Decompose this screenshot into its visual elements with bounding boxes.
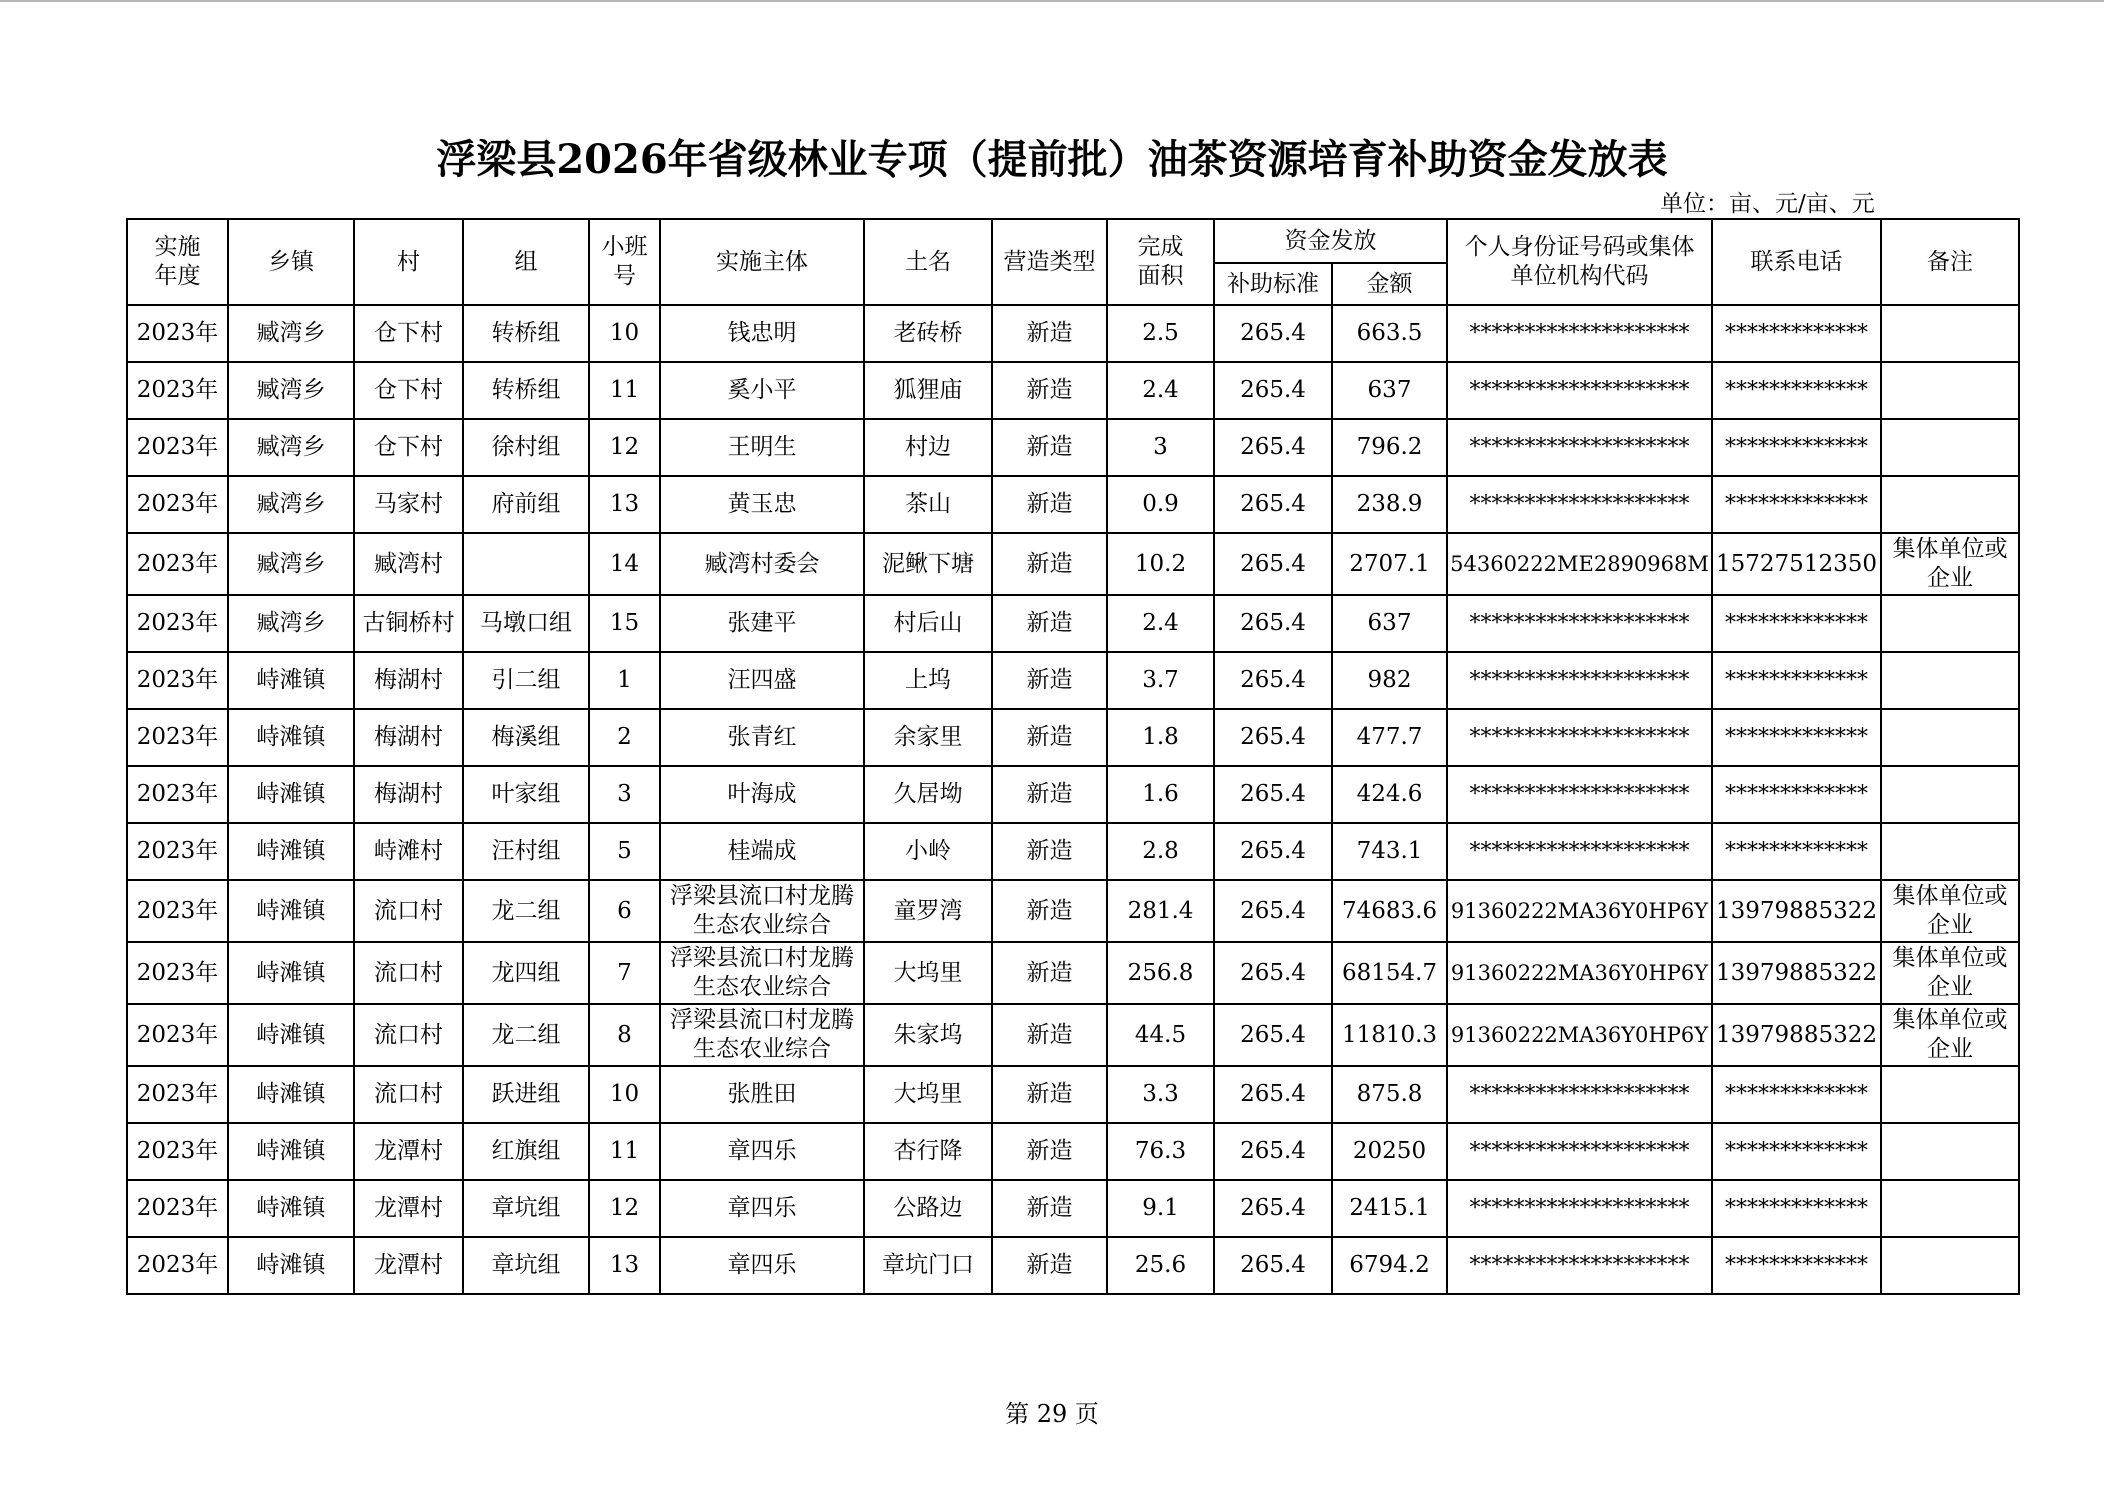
- cell-area: 0.9: [1107, 476, 1214, 533]
- cell-note: [1881, 766, 2019, 823]
- table-row: [127, 766, 2019, 823]
- cell-place: 茶山: [864, 476, 992, 533]
- cell-id: ********************: [1447, 766, 1712, 823]
- cell-standard: 265.4: [1214, 419, 1332, 476]
- cell-plot: 13: [589, 476, 660, 533]
- cell-year: 2023年: [127, 652, 228, 709]
- table-row: [127, 419, 2019, 476]
- cell-amount: 743.1: [1332, 823, 1447, 880]
- cell-plot: 10: [589, 305, 660, 362]
- table-body: [127, 305, 2019, 1294]
- cell-year: 2023年: [127, 1180, 228, 1237]
- cell-note: [1881, 823, 2019, 880]
- cell-phone: *************: [1712, 652, 1881, 709]
- cell-type: 新造: [992, 1180, 1107, 1237]
- cell-amount: 982: [1332, 652, 1447, 709]
- cell-group: 章坑组: [463, 1180, 589, 1237]
- cell-area: 2.4: [1107, 595, 1214, 652]
- cell-township: 臧湾乡: [228, 595, 354, 652]
- cell-plot: 5: [589, 823, 660, 880]
- cell-standard: 265.4: [1214, 1066, 1332, 1123]
- table-row: [127, 1066, 2019, 1123]
- cell-type: 新造: [992, 1004, 1107, 1066]
- cell-township: 峙滩镇: [228, 766, 354, 823]
- cell-place: 村后山: [864, 595, 992, 652]
- cell-phone: *************: [1712, 823, 1881, 880]
- cell-plot: 3: [589, 766, 660, 823]
- cell-type: 新造: [992, 1123, 1107, 1180]
- cell-type: 新造: [992, 1237, 1107, 1294]
- cell-note: 集体单位或企业: [1881, 942, 2019, 1004]
- cell-type: 新造: [992, 476, 1107, 533]
- page-number: 第 29 页: [1005, 1400, 1099, 1428]
- cell-entity: 汪四盛: [660, 652, 864, 709]
- cell-id: ********************: [1447, 305, 1712, 362]
- cell-amount: 637: [1332, 362, 1447, 419]
- header-fund: 资金发放: [1214, 219, 1447, 263]
- cell-note: [1881, 362, 2019, 419]
- cell-note: [1881, 595, 2019, 652]
- cell-plot: 11: [589, 1123, 660, 1180]
- cell-township: 峙滩镇: [228, 1123, 354, 1180]
- header-plot: 小班 号: [589, 219, 660, 305]
- cell-note: [1881, 1237, 2019, 1294]
- cell-type: 新造: [992, 533, 1107, 595]
- cell-phone: *************: [1712, 1066, 1881, 1123]
- cell-standard: 265.4: [1214, 1237, 1332, 1294]
- cell-entity: 臧湾村委会: [660, 533, 864, 595]
- cell-township: 峙滩镇: [228, 1180, 354, 1237]
- header-township: 乡镇: [228, 219, 354, 305]
- cell-group: 龙二组: [463, 1004, 589, 1066]
- table-row: [127, 880, 2019, 942]
- cell-note: [1881, 1066, 2019, 1123]
- cell-amount: 875.8: [1332, 1066, 1447, 1123]
- cell-place: 久居坳: [864, 766, 992, 823]
- cell-group: 引二组: [463, 652, 589, 709]
- cell-id: ********************: [1447, 652, 1712, 709]
- cell-standard: 265.4: [1214, 1123, 1332, 1180]
- cell-area: 25.6: [1107, 1237, 1214, 1294]
- cell-entity: 章四乐: [660, 1237, 864, 1294]
- cell-place: 公路边: [864, 1180, 992, 1237]
- header-standard: 补助标准: [1214, 263, 1332, 305]
- cell-village: 仓下村: [354, 305, 463, 362]
- table-row: [127, 305, 2019, 362]
- cell-entity: 奚小平: [660, 362, 864, 419]
- cell-place: 泥鳅下塘: [864, 533, 992, 595]
- cell-place: 童罗湾: [864, 880, 992, 942]
- cell-entity: 张胜田: [660, 1066, 864, 1123]
- cell-place: 老砖桥: [864, 305, 992, 362]
- cell-group: 章坑组: [463, 1237, 589, 1294]
- cell-phone: 13979885322: [1712, 942, 1881, 1004]
- cell-amount: 20250: [1332, 1123, 1447, 1180]
- cell-year: 2023年: [127, 709, 228, 766]
- cell-id: 91360222MA36Y0HP6Y: [1447, 942, 1712, 1004]
- cell-plot: 14: [589, 533, 660, 595]
- header-area: 完成 面积: [1107, 219, 1214, 305]
- cell-year: 2023年: [127, 766, 228, 823]
- cell-id: ********************: [1447, 476, 1712, 533]
- cell-entity: 浮梁县流口村龙腾生态农业综合: [660, 880, 864, 942]
- table-row: [127, 362, 2019, 419]
- cell-area: 1.8: [1107, 709, 1214, 766]
- cell-village: 龙潭村: [354, 1180, 463, 1237]
- cell-amount: 11810.3: [1332, 1004, 1447, 1066]
- cell-phone: 13979885322: [1712, 880, 1881, 942]
- cell-amount: 68154.7: [1332, 942, 1447, 1004]
- cell-village: 流口村: [354, 1004, 463, 1066]
- cell-entity: 张建平: [660, 595, 864, 652]
- cell-township: 峙滩镇: [228, 942, 354, 1004]
- cell-id: ********************: [1447, 709, 1712, 766]
- cell-phone: *************: [1712, 1180, 1881, 1237]
- cell-type: 新造: [992, 305, 1107, 362]
- cell-id: 54360222ME2890968M: [1447, 533, 1712, 595]
- cell-village: 峙滩村: [354, 823, 463, 880]
- cell-type: 新造: [992, 362, 1107, 419]
- cell-township: 峙滩镇: [228, 880, 354, 942]
- cell-year: 2023年: [127, 476, 228, 533]
- table-row: [127, 1237, 2019, 1294]
- cell-entity: 王明生: [660, 419, 864, 476]
- table-row: [127, 709, 2019, 766]
- cell-group: 府前组: [463, 476, 589, 533]
- table-row: [127, 823, 2019, 880]
- cell-group: 转桥组: [463, 362, 589, 419]
- cell-phone: *************: [1712, 419, 1881, 476]
- cell-amount: 238.9: [1332, 476, 1447, 533]
- cell-place: 村边: [864, 419, 992, 476]
- table-row: [127, 476, 2019, 533]
- cell-standard: 265.4: [1214, 709, 1332, 766]
- cell-year: 2023年: [127, 595, 228, 652]
- table-row: [127, 1180, 2019, 1237]
- cell-year: 2023年: [127, 942, 228, 1004]
- cell-note: [1881, 652, 2019, 709]
- cell-township: 峙滩镇: [228, 1066, 354, 1123]
- cell-plot: 8: [589, 1004, 660, 1066]
- cell-type: 新造: [992, 1066, 1107, 1123]
- cell-standard: 265.4: [1214, 880, 1332, 942]
- table-row: [127, 942, 2019, 1004]
- cell-village: 梅湖村: [354, 766, 463, 823]
- cell-type: 新造: [992, 942, 1107, 1004]
- cell-note: 集体单位或企业: [1881, 1004, 2019, 1066]
- cell-standard: 265.4: [1214, 766, 1332, 823]
- table-row: [127, 1004, 2019, 1066]
- header-note: 备注: [1881, 219, 2019, 305]
- cell-standard: 265.4: [1214, 595, 1332, 652]
- cell-type: 新造: [992, 766, 1107, 823]
- cell-plot: 12: [589, 1180, 660, 1237]
- cell-type: 新造: [992, 419, 1107, 476]
- cell-village: 仓下村: [354, 419, 463, 476]
- page-title: 浮梁县2026年省级林业专项（提前批）油茶资源培育补助资金发放表: [436, 136, 1668, 183]
- header-phone: 联系电话: [1712, 219, 1881, 305]
- cell-year: 2023年: [127, 1004, 228, 1066]
- header-group: 组: [463, 219, 589, 305]
- cell-entity: 桂端成: [660, 823, 864, 880]
- cell-amount: 637: [1332, 595, 1447, 652]
- cell-standard: 265.4: [1214, 533, 1332, 595]
- cell-note: 集体单位或企业: [1881, 533, 2019, 595]
- cell-year: 2023年: [127, 823, 228, 880]
- cell-village: 梅湖村: [354, 652, 463, 709]
- cell-place: 狐狸庙: [864, 362, 992, 419]
- table-row: [127, 533, 2019, 595]
- cell-type: 新造: [992, 709, 1107, 766]
- cell-id: 91360222MA36Y0HP6Y: [1447, 880, 1712, 942]
- cell-note: [1881, 419, 2019, 476]
- cell-phone: 13979885322: [1712, 1004, 1881, 1066]
- cell-entity: 浮梁县流口村龙腾生态农业综合: [660, 1004, 864, 1066]
- cell-group: 汪村组: [463, 823, 589, 880]
- cell-year: 2023年: [127, 1066, 228, 1123]
- cell-township: 峙滩镇: [228, 1237, 354, 1294]
- unit-note: 单位：亩、元/亩、元: [1660, 191, 1875, 217]
- cell-year: 2023年: [127, 1237, 228, 1294]
- cell-phone: *************: [1712, 709, 1881, 766]
- cell-entity: 章四乐: [660, 1180, 864, 1237]
- header-village: 村: [354, 219, 463, 305]
- table-header: [127, 219, 2019, 305]
- cell-group: 龙二组: [463, 880, 589, 942]
- cell-area: 2.4: [1107, 362, 1214, 419]
- cell-entity: 章四乐: [660, 1123, 864, 1180]
- cell-township: 峙滩镇: [228, 652, 354, 709]
- cell-amount: 663.5: [1332, 305, 1447, 362]
- cell-phone: *************: [1712, 595, 1881, 652]
- cell-village: 流口村: [354, 942, 463, 1004]
- cell-area: 256.8: [1107, 942, 1214, 1004]
- cell-place: 大坞里: [864, 1066, 992, 1123]
- cell-village: 流口村: [354, 1066, 463, 1123]
- cell-village: 马家村: [354, 476, 463, 533]
- cell-id: ********************: [1447, 362, 1712, 419]
- cell-place: 小岭: [864, 823, 992, 880]
- cell-id: ********************: [1447, 595, 1712, 652]
- cell-plot: 10: [589, 1066, 660, 1123]
- cell-township: 峙滩镇: [228, 709, 354, 766]
- cell-area: 44.5: [1107, 1004, 1214, 1066]
- cell-id: ********************: [1447, 1237, 1712, 1294]
- cell-amount: 74683.6: [1332, 880, 1447, 942]
- cell-phone: *************: [1712, 1123, 1881, 1180]
- cell-amount: 477.7: [1332, 709, 1447, 766]
- cell-standard: 265.4: [1214, 1004, 1332, 1066]
- table-row: [127, 1123, 2019, 1180]
- cell-area: 3.7: [1107, 652, 1214, 709]
- cell-type: 新造: [992, 652, 1107, 709]
- cell-id: ********************: [1447, 1180, 1712, 1237]
- cell-area: 281.4: [1107, 880, 1214, 942]
- header-id: 个人身份证号码或集体 单位机构代码: [1447, 219, 1712, 305]
- cell-group: 梅溪组: [463, 709, 589, 766]
- cell-township: 臧湾乡: [228, 305, 354, 362]
- cell-type: 新造: [992, 880, 1107, 942]
- cell-area: 3.3: [1107, 1066, 1214, 1123]
- cell-amount: 6794.2: [1332, 1237, 1447, 1294]
- cell-place: 杏行降: [864, 1123, 992, 1180]
- cell-group: 红旗组: [463, 1123, 589, 1180]
- header-year: 实施 年度: [127, 219, 228, 305]
- cell-note: [1881, 1123, 2019, 1180]
- cell-entity: 浮梁县流口村龙腾生态农业综合: [660, 942, 864, 1004]
- cell-id: ********************: [1447, 419, 1712, 476]
- cell-place: 朱家坞: [864, 1004, 992, 1066]
- cell-plot: 1: [589, 652, 660, 709]
- table-row: [127, 652, 2019, 709]
- cell-year: 2023年: [127, 1123, 228, 1180]
- cell-group: 徐村组: [463, 419, 589, 476]
- cell-year: 2023年: [127, 533, 228, 595]
- cell-township: 臧湾乡: [228, 419, 354, 476]
- cell-standard: 265.4: [1214, 823, 1332, 880]
- cell-note: [1881, 1180, 2019, 1237]
- cell-village: 龙潭村: [354, 1237, 463, 1294]
- cell-plot: 2: [589, 709, 660, 766]
- cell-note: [1881, 709, 2019, 766]
- cell-note: 集体单位或企业: [1881, 880, 2019, 942]
- cell-amount: 2707.1: [1332, 533, 1447, 595]
- cell-entity: 张青红: [660, 709, 864, 766]
- cell-group: 龙四组: [463, 942, 589, 1004]
- cell-entity: 黄玉忠: [660, 476, 864, 533]
- cell-township: 臧湾乡: [228, 533, 354, 595]
- header-entity: 实施主体: [660, 219, 864, 305]
- cell-id: ********************: [1447, 1066, 1712, 1123]
- cell-township: 峙滩镇: [228, 823, 354, 880]
- cell-phone: *************: [1712, 1237, 1881, 1294]
- cell-year: 2023年: [127, 362, 228, 419]
- cell-township: 峙滩镇: [228, 1004, 354, 1066]
- cell-year: 2023年: [127, 419, 228, 476]
- cell-standard: 265.4: [1214, 362, 1332, 419]
- cell-group: [463, 533, 589, 595]
- cell-plot: 11: [589, 362, 660, 419]
- cell-village: 龙潭村: [354, 1123, 463, 1180]
- cell-village: 臧湾村: [354, 533, 463, 595]
- cell-amount: 796.2: [1332, 419, 1447, 476]
- cell-group: 马墩口组: [463, 595, 589, 652]
- cell-plot: 13: [589, 1237, 660, 1294]
- cell-area: 2.8: [1107, 823, 1214, 880]
- table-row: [127, 595, 2019, 652]
- subsidy-table: [126, 218, 2020, 1295]
- cell-standard: 265.4: [1214, 305, 1332, 362]
- cell-place: 余家里: [864, 709, 992, 766]
- header-amount: 金额: [1332, 263, 1447, 305]
- cell-entity: 叶海成: [660, 766, 864, 823]
- cell-group: 跃进组: [463, 1066, 589, 1123]
- cell-standard: 265.4: [1214, 942, 1332, 1004]
- cell-standard: 265.4: [1214, 1180, 1332, 1237]
- cell-township: 臧湾乡: [228, 476, 354, 533]
- cell-type: 新造: [992, 823, 1107, 880]
- cell-note: [1881, 305, 2019, 362]
- cell-phone: *************: [1712, 362, 1881, 419]
- cell-year: 2023年: [127, 305, 228, 362]
- header-place: 土名: [864, 219, 992, 305]
- cell-area: 9.1: [1107, 1180, 1214, 1237]
- cell-phone: *************: [1712, 766, 1881, 823]
- cell-township: 臧湾乡: [228, 362, 354, 419]
- cell-area: 76.3: [1107, 1123, 1214, 1180]
- cell-area: 3: [1107, 419, 1214, 476]
- cell-plot: 6: [589, 880, 660, 942]
- cell-entity: 钱忠明: [660, 305, 864, 362]
- cell-amount: 424.6: [1332, 766, 1447, 823]
- cell-plot: 12: [589, 419, 660, 476]
- cell-year: 2023年: [127, 880, 228, 942]
- cell-phone: 15727512350: [1712, 533, 1881, 595]
- cell-plot: 7: [589, 942, 660, 1004]
- cell-id: ********************: [1447, 1123, 1712, 1180]
- cell-area: 1.6: [1107, 766, 1214, 823]
- cell-place: 章坑门口: [864, 1237, 992, 1294]
- cell-group: 叶家组: [463, 766, 589, 823]
- cell-phone: *************: [1712, 305, 1881, 362]
- cell-plot: 15: [589, 595, 660, 652]
- cell-place: 上坞: [864, 652, 992, 709]
- cell-village: 仓下村: [354, 362, 463, 419]
- cell-village: 梅湖村: [354, 709, 463, 766]
- cell-amount: 2415.1: [1332, 1180, 1447, 1237]
- header-type: 营造类型: [992, 219, 1107, 305]
- cell-area: 10.2: [1107, 533, 1214, 595]
- cell-group: 转桥组: [463, 305, 589, 362]
- cell-village: 流口村: [354, 880, 463, 942]
- page-top-rule: [0, 0, 2104, 2]
- cell-note: [1881, 476, 2019, 533]
- cell-place: 大坞里: [864, 942, 992, 1004]
- cell-id: 91360222MA36Y0HP6Y: [1447, 1004, 1712, 1066]
- cell-phone: *************: [1712, 476, 1881, 533]
- cell-area: 2.5: [1107, 305, 1214, 362]
- cell-village: 古铜桥村: [354, 595, 463, 652]
- cell-standard: 265.4: [1214, 476, 1332, 533]
- cell-type: 新造: [992, 595, 1107, 652]
- cell-id: ********************: [1447, 823, 1712, 880]
- cell-standard: 265.4: [1214, 652, 1332, 709]
